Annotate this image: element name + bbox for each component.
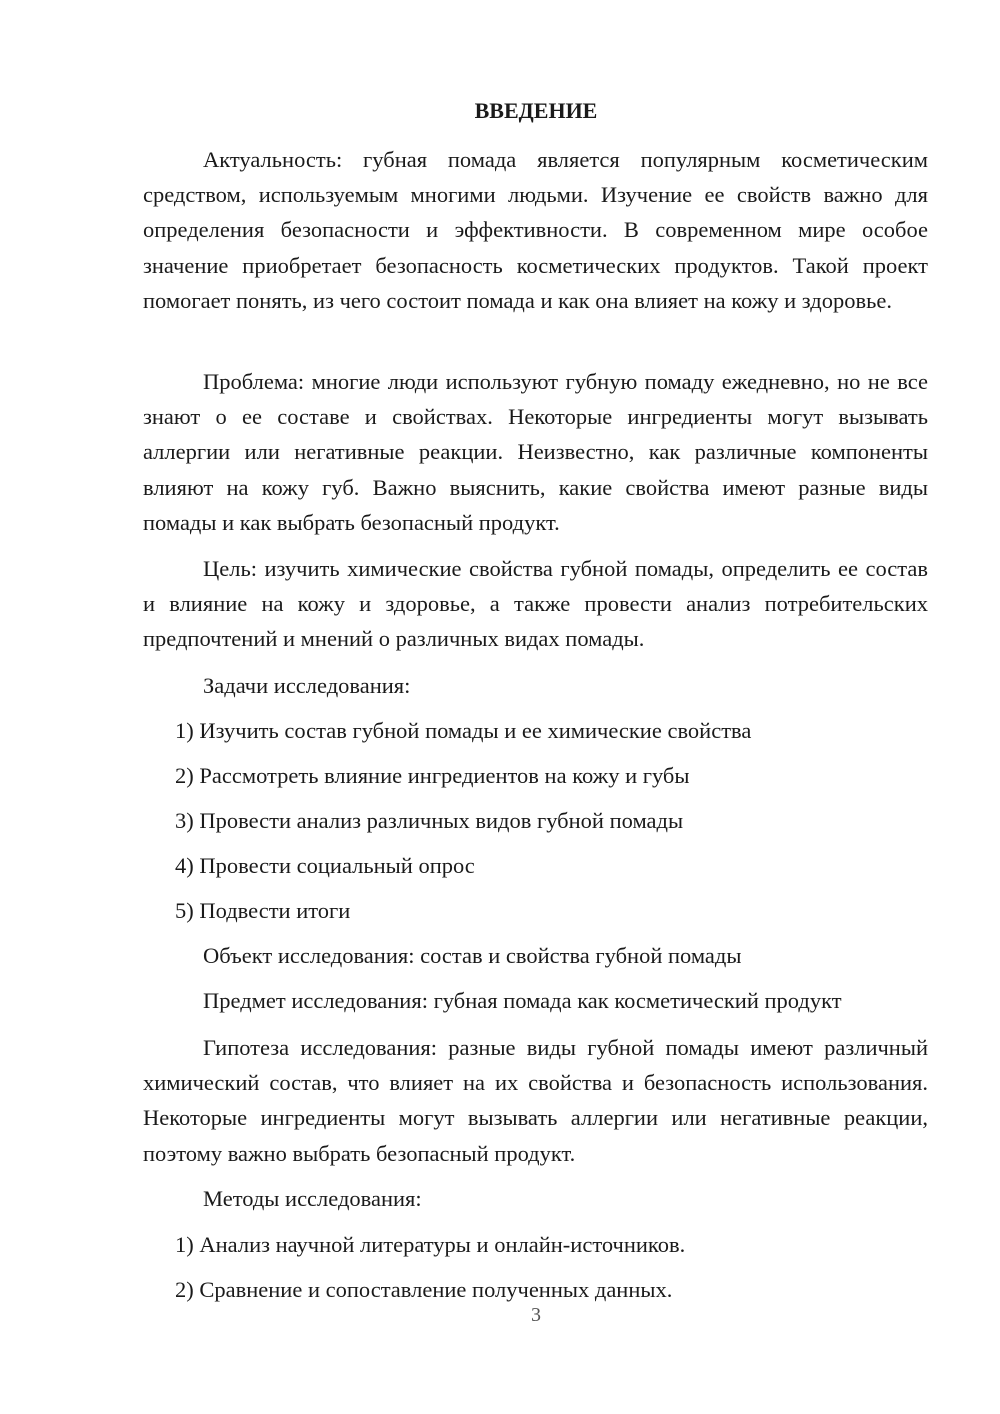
hypothesis-block [143,1030,928,1171]
methods-heading: Методы исследования: [203,1186,422,1211]
goal-block [143,551,928,657]
task-item: 4) Провести социальный опрос [175,853,475,878]
problem-paragraph: Проблема: многие люди используют губную помаду ежедневно, но не все знают о ее составе и свойствах. Некоторые ингредиенты могут вызывать аллергии или негативные реакции. Неизвестно, как различные компоненты влияют на кожу губ. Важно выяснить, какие свойства имеют разные виды помады и как выбрать безопасный продукт. [143,369,928,535]
task-item: 5) Подвести итоги [175,898,351,923]
subject-line: Предмет исследования: губная помада как косметический продукт [203,988,842,1013]
task-item: 1) Изучить состав губной помады и ее химические свойства [175,718,752,743]
page-number: 3 [531,1304,541,1326]
goal-paragraph: Цель: изучить химические свойства губной помады, определить ее состав и влияние на кожу и здоровье, а также провести анализ потребительских предпочтений и мнений о различных видах помады. [143,556,928,652]
method-item: 1) Анализ научной литературы и онлайн-источников. [175,1232,686,1257]
problem-block [143,364,928,540]
relevance-paragraph: Актуальность: губная помада является популярным косметическим средством, используемым многими людьми. Изучение ее свойств важно для определения безопасности и эффективности. В современном мире особое значение приобретает безопасность косметических продуктов. Такой проект помогает понять, из чего состоит помада и как она влияет на кожу и здоровье. [143,147,928,313]
method-item: 2) Сравнение и сопоставление полученных данных. [175,1277,673,1302]
tasks-heading: Задачи исследования: [203,673,411,698]
task-item: 3) Провести анализ различных видов губной помады [175,808,684,833]
section-title: ВВЕДЕНИЕ [474,98,598,123]
object-line: Объект исследования: состав и свойства губной помады [203,943,742,968]
hypothesis-paragraph: Гипотеза исследования: разные виды губной помады имеют различный химический состав, что влияет на их свойства и безопасность использования. Некоторые ингредиенты могут вызывать аллергии или негативные реакции, поэтому важно выбрать безопасный продукт. [143,1035,928,1166]
task-item: 2) Рассмотреть влияние ингредиентов на кожу и губы [175,763,690,788]
relevance-block [143,142,928,318]
